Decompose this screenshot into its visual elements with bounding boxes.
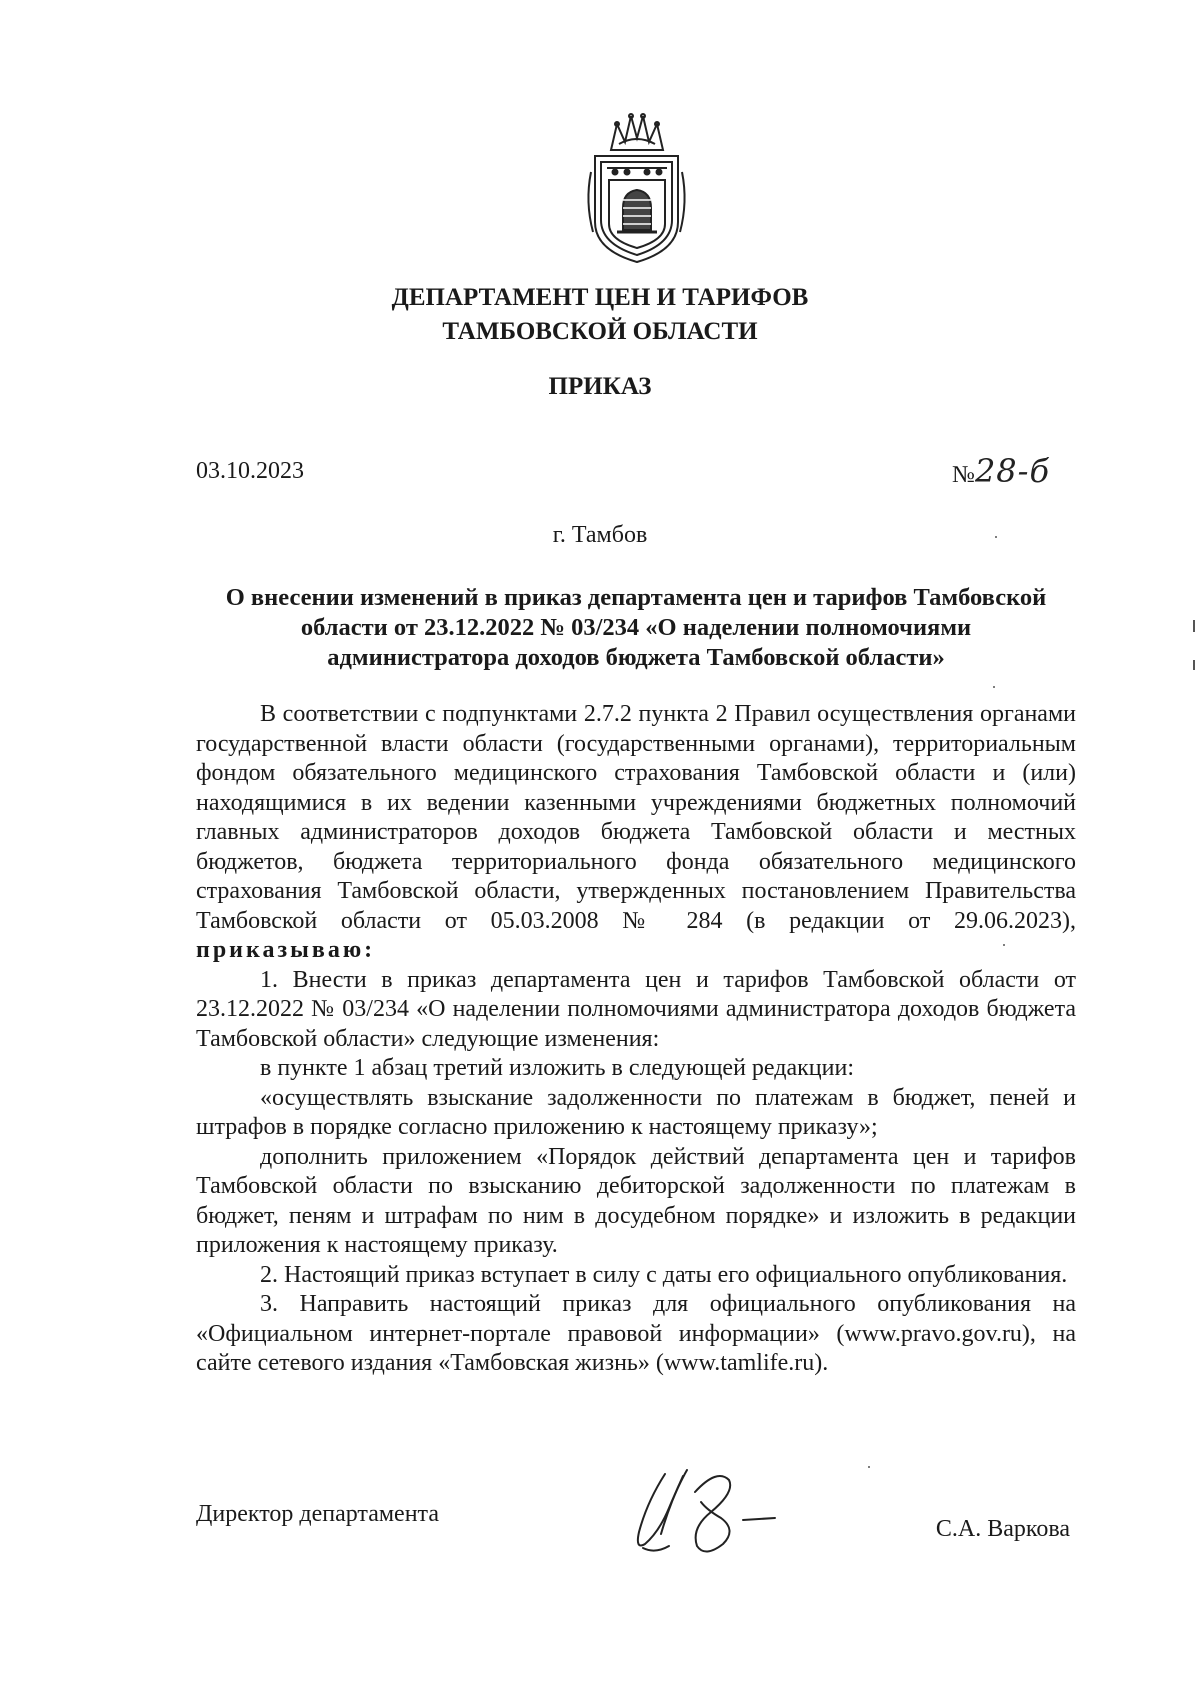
document-body (196, 700, 1076, 1379)
order-word: приказываю: (196, 937, 376, 963)
title-line1: О внесении изменений в приказ департамента цен и тарифов Тамбовской (225, 584, 1047, 611)
organization-name-line2: ТАМБОВСКОЙ ОБЛАСТИ (442, 318, 758, 345)
handwritten-signature (625, 1462, 790, 1562)
city: г. Тамбов (552, 522, 648, 548)
coat-of-arms-emblem (583, 112, 690, 264)
signatory-position: Директор департамента (196, 1501, 439, 1527)
preamble-paragraph (196, 700, 1076, 966)
item-3: 3. Направить настоящий приказ для официального опубликования на «Официальном интернет-портале правовой информации» (www.pravo.gov.ru), на сайте сетевого издания «Тамбовская жизнь» (www.tamlife.ru). (196, 1291, 1076, 1376)
organization-name (0, 281, 1200, 349)
title-line3: администратора доходов бюджета Тамбовской области» (327, 644, 945, 671)
document-date: 03.10.2023 (196, 458, 304, 484)
scan-speck (1003, 944, 1005, 946)
scan-speck (993, 686, 995, 688)
item-1-subparagraph-3: дополнить приложением «Порядок действий департамента цен и тарифов Тамбовской области по взысканию дебиторской задолженности по платежам в бюджет, пеням и штрафам по ним в досудебном порядке» и изложить в редакции приложения к настоящему приказу. (196, 1143, 1076, 1258)
item-2: 2. Настоящий приказ вступает в силу с даты его официального опубликования. (260, 1261, 1068, 1288)
item-1-subparagraph-1: в пункте 1 абзац третий изложить в следующей редакции: (260, 1055, 854, 1081)
document-type: ПРИКАЗ (548, 373, 652, 400)
document-number (952, 452, 1050, 490)
signatory-name: С.А. Варкова (935, 1516, 1070, 1542)
preamble-text: В соответствии с подпунктами 2.7.2 пункта 2 Правил осуществления органами государственной власти области (государственными органами), территориальным фондом обязательного медицинского страхования Тамбовской области и (или) находящимися в их ведении казенными учреждениями бюджетных полномочий главных администраторов доходов бюджета Тамбовской области и местных бюджетов, бюджета территориального фонда обязательного медицинского страхования Тамбовской области, утвержденных постановлением Правительства Тамбовской области от 05.03.2008 № 284 (в редакции от 29.06.2023), (196, 701, 1076, 934)
handwritten-number: 28-б (974, 452, 1050, 490)
scan-edge-mark (1193, 660, 1195, 670)
item-1-subparagraph-2: «осуществлять взыскание задолженности по платежам в бюджет, пеней и штрафов в порядке согласно приложению к настоящему приказу»; (196, 1084, 1076, 1140)
scan-edge-mark (1193, 620, 1195, 632)
number-sign: № (952, 462, 975, 488)
scan-speck (995, 536, 997, 538)
organization-name-line1: ДЕПАРТАМЕНТ ЦЕН И ТАРИФОВ (391, 284, 809, 311)
title-line2: области от 23.12.2022 № 03/234 «О наделении полномочиями (300, 614, 972, 641)
item-1: 1. Внести в приказ департамента цен и тарифов Тамбовской области от 23.12.2022 № 03/234 «О наделении полномочиями администратора доходов бюджета Тамбовской области» следующие изменения: (196, 966, 1076, 1052)
scan-speck (868, 1466, 870, 1468)
document-title (196, 583, 1076, 673)
